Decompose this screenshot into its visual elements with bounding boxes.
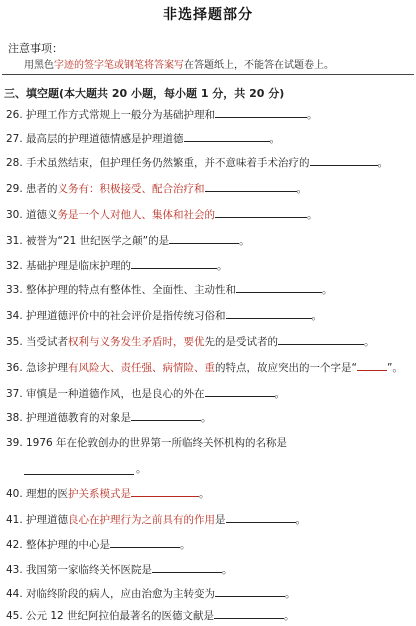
question-text: 整体护理的中心是 bbox=[26, 539, 110, 551]
answer-blank[interactable] bbox=[184, 131, 270, 142]
question-text-red: 良心在护理行为之前具有的作用 bbox=[68, 514, 215, 526]
answer-blank[interactable] bbox=[214, 608, 284, 619]
answer-blank[interactable] bbox=[357, 360, 387, 371]
answer-blank[interactable] bbox=[152, 562, 222, 573]
question-39 bbox=[6, 436, 287, 450]
question-43: 43. 我国第一家临终关怀医院是 。 bbox=[6, 564, 233, 576]
question-37: 37. 审慎是一种道德作风，也是良心的外在 。 bbox=[6, 388, 285, 400]
question-text: 手术虽然结束，但护理任务仍然繁重，并不意味着手术治疗的 bbox=[26, 157, 310, 169]
answer-blank[interactable] bbox=[205, 181, 297, 192]
answer-blank[interactable] bbox=[205, 386, 275, 397]
question-number: 29. bbox=[6, 183, 23, 195]
question-text-post: 的特点，故应突出的一个字是“ bbox=[215, 362, 357, 374]
answer-blank[interactable] bbox=[278, 334, 364, 345]
question-text: 患者的 bbox=[26, 183, 58, 195]
question-text: 道德义 bbox=[26, 209, 58, 221]
question-number: 35. bbox=[6, 336, 23, 348]
notice-text-pre: 用黑色 bbox=[24, 60, 54, 71]
question-35: 35. 当受试者权利与义务发生矛盾时，要优先的是受试者的 。 bbox=[6, 336, 375, 348]
answer-blank[interactable] bbox=[131, 258, 217, 269]
answer-blank[interactable] bbox=[236, 282, 322, 293]
question-number: 28. bbox=[6, 157, 23, 169]
question-30: 30. 道德义务是一个人对他人、集体和社会的 。 bbox=[6, 209, 318, 221]
answer-blank[interactable] bbox=[24, 462, 134, 475]
question-text: 护理道德教育的对象是 bbox=[26, 412, 131, 424]
answer-blank[interactable] bbox=[110, 537, 180, 548]
question-29: 29. 患者的义务有：积极接受、配合治疗和 。 bbox=[6, 183, 307, 195]
question-text: 当受试者 bbox=[26, 336, 68, 348]
question-text: 护理道德评价中的社会评价是指传统习俗和 bbox=[26, 310, 226, 322]
question-42: 42. 整体护理的中心是 。 bbox=[6, 539, 191, 551]
question-text: 基础护理是临床护理的 bbox=[26, 260, 131, 272]
question-text: 理想的医 bbox=[26, 488, 68, 500]
blank-period: 。 bbox=[136, 463, 147, 475]
question-text: 急诊护理 bbox=[26, 362, 68, 374]
question-26: 26. 护理工作方式常规上一般分为基础护理和 。 bbox=[6, 109, 318, 121]
question-28: 28. 手术虽然结束，但护理任务仍然繁重，并不意味着手术治疗的 。 bbox=[6, 157, 388, 169]
question-number: 40. bbox=[6, 488, 23, 500]
notice-text-post: 在答题纸上，不能答在试题卷上。 bbox=[184, 60, 334, 71]
question-31: 31. 被誉为“21 世纪医学之颠”的是 。 bbox=[6, 235, 250, 247]
question-33: 33. 整体护理的特点有整体性、全面性、主动性和 。 bbox=[6, 284, 333, 296]
question-34: 34. 护理道德评价中的社会评价是指传统习俗和 。 bbox=[6, 310, 322, 322]
answer-blank[interactable] bbox=[131, 486, 199, 497]
page-title: 非选择题部分 bbox=[163, 7, 253, 23]
answer-blank[interactable] bbox=[169, 233, 239, 244]
section-heading: 三、填空题(本大题共 20 小题，每小题 1 分，共 20 分) bbox=[4, 87, 285, 100]
question-text: 被誉为“21 世纪医学之颠”的是 bbox=[26, 235, 170, 247]
question-number: 38. bbox=[6, 412, 23, 424]
question-text-post: 是 bbox=[215, 514, 226, 526]
question-number: 45. bbox=[6, 610, 23, 622]
question-44: 44. 对临终阶段的病人，应由治愈为主转变为 。 bbox=[6, 588, 296, 600]
question-number: 43. bbox=[6, 564, 23, 576]
question-text: 最高层的护理道德情感是护理道德 bbox=[26, 133, 184, 145]
question-41: 41. 护理道德良心在护理行为之前具有的作用是 。 bbox=[6, 514, 306, 526]
answer-blank[interactable] bbox=[215, 586, 285, 597]
answer-blank[interactable] bbox=[310, 155, 378, 166]
question-number: 32. bbox=[6, 260, 23, 272]
notice-text-red: 字迹的签字笔或钢笔将答案写 bbox=[54, 60, 184, 71]
question-27: 27. 最高层的护理道德情感是护理道德 。 bbox=[6, 133, 280, 145]
question-text: 护理道德 bbox=[26, 514, 68, 526]
question-text: 我国第一家临终关怀医院是 bbox=[26, 564, 152, 576]
answer-blank[interactable] bbox=[215, 107, 307, 118]
question-number: 27. bbox=[6, 133, 23, 145]
notice-title: 注意事项： bbox=[8, 42, 63, 55]
question-40: 40. 理想的医护关系模式是 。 bbox=[6, 488, 210, 500]
question-text-red: 护关系模式是 bbox=[68, 488, 131, 500]
question-text: 整体护理的特点有整体性、全面性、主动性和 bbox=[26, 284, 236, 296]
question-text: 1976 年在伦敦创办的世界第一所临终关怀机构的名称是 bbox=[26, 437, 288, 449]
divider bbox=[2, 74, 414, 75]
answer-blank[interactable] bbox=[226, 308, 312, 319]
answer-blank[interactable] bbox=[131, 410, 201, 421]
question-text-red: 务是一个人对他人、集体和社会的 bbox=[57, 209, 215, 221]
notice-body bbox=[24, 56, 334, 71]
question-45: 45. 公元 12 世纪阿拉伯最著名的医德文献是 。 bbox=[6, 610, 295, 622]
question-number: 37. bbox=[6, 388, 23, 400]
question-36: 36. 急诊护理有风险大、责任强、病情险、重的特点，故应突出的一个字是“ ”。 bbox=[6, 362, 403, 374]
question-number: 36. bbox=[6, 362, 23, 374]
question-number: 44. bbox=[6, 588, 23, 600]
question-number: 42. bbox=[6, 539, 23, 551]
answer-blank[interactable] bbox=[226, 512, 296, 523]
question-text-red: 义务有：积极接受、配合治疗和 bbox=[57, 183, 205, 195]
question-number: 30. bbox=[6, 209, 23, 221]
question-text: 对临终阶段的病人，应由治愈为主转变为 bbox=[26, 588, 215, 600]
question-text-post: 先的是受试者的 bbox=[204, 336, 278, 348]
question-text: 公元 12 世纪阿拉伯最著名的医德文献是 bbox=[26, 610, 215, 622]
question-number: 33. bbox=[6, 284, 23, 296]
question-text: 审慎是一种道德作风，也是良心的外在 bbox=[26, 388, 205, 400]
question-number: 31. bbox=[6, 235, 23, 247]
question-number: 41. bbox=[6, 514, 23, 526]
question-number: 34. bbox=[6, 310, 23, 322]
question-number: 39. bbox=[6, 437, 23, 449]
answer-blank[interactable] bbox=[215, 207, 307, 218]
question-text-red: 有风险大、责任强、病情险、重 bbox=[68, 362, 215, 374]
question-text-red: 权利与义务发生矛盾时，要优 bbox=[68, 336, 205, 348]
question-text-tail: ” bbox=[386, 362, 393, 374]
question-38: 38. 护理道德教育的对象是 。 bbox=[6, 412, 212, 424]
question-32: 32. 基础护理是临床护理的 。 bbox=[6, 260, 228, 272]
question-text: 护理工作方式常规上一般分为基础护理和 bbox=[26, 109, 215, 121]
question-number: 26. bbox=[6, 109, 23, 121]
